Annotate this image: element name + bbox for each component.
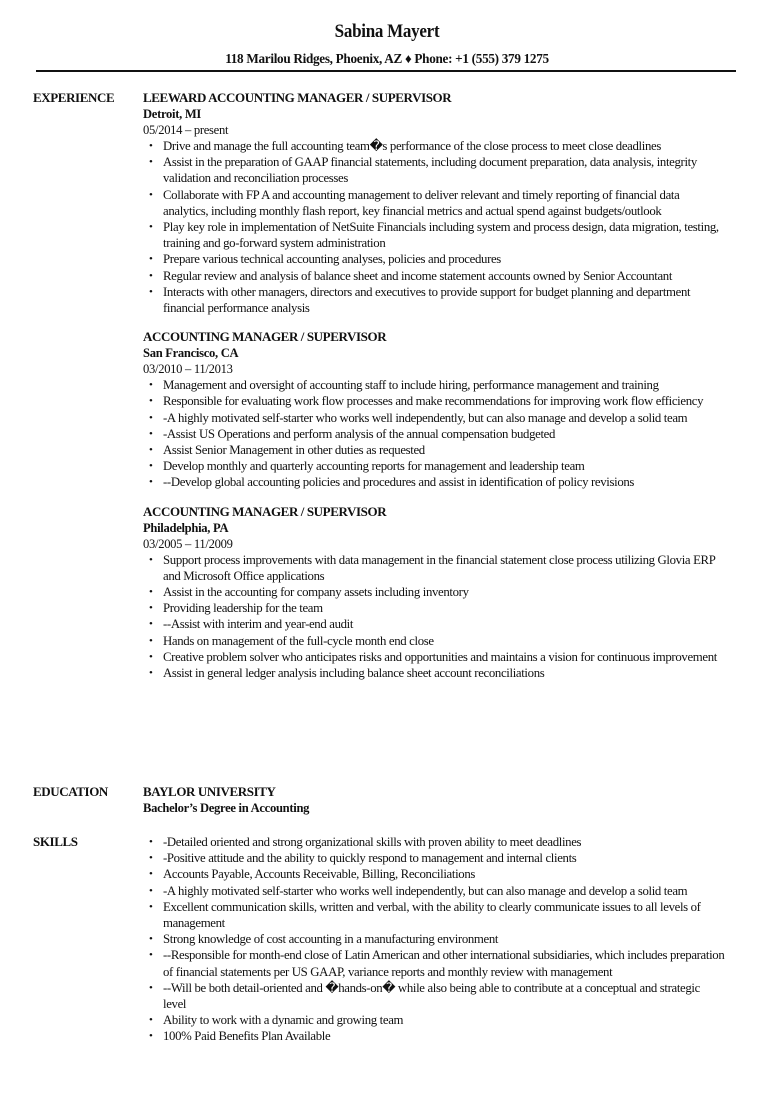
list-item: [149, 600, 743, 616]
bullet-icon: •: [149, 586, 153, 599]
list-item: [149, 584, 743, 600]
bullet-icon: •: [149, 553, 153, 566]
bullet-icon: •: [149, 618, 153, 631]
list-item: [149, 1028, 743, 1044]
job-entry: [143, 329, 743, 490]
bullet-icon: •: [149, 221, 153, 234]
list-item: [149, 834, 743, 850]
list-item: [149, 393, 743, 409]
degree: Bachelor’s Degree in Accounting: [143, 801, 310, 815]
bullet-text: Providing leadership for the team: [163, 601, 323, 616]
bullet-text: Assist in general ledger analysis including balance sheet account reconciliations: [163, 666, 545, 681]
skill-text: 100% Paid Benefits Plan Available: [163, 1029, 331, 1044]
bullet-icon: •: [149, 1014, 153, 1027]
bullet-icon: •: [149, 411, 153, 424]
list-item: [149, 251, 743, 267]
bullet-icon: •: [149, 285, 153, 298]
job-entry: [143, 90, 743, 316]
job-location: San Francisco, CA: [143, 346, 239, 361]
skill-text: Strong knowledge of cost accounting in a manufacturing environment: [163, 932, 499, 947]
school-name: BAYLOR UNIVERSITY: [143, 784, 276, 799]
list-item: [149, 426, 743, 442]
skill-text: --Responsible for month-end close of Latin American and other international subsidiaries, which includes preparation of financial statements per US GAAP, variance reports and monthly review with management: [163, 948, 725, 979]
bullet-icon: •: [149, 667, 153, 680]
bullet-icon: •: [149, 852, 153, 865]
job-location: Philadelphia, PA: [143, 520, 229, 535]
bullet-icon: •: [149, 884, 153, 897]
job-title: LEEWARD ACCOUNTING MANAGER / SUPERVISOR: [143, 90, 452, 105]
list-item: [149, 154, 743, 186]
list-item: [149, 1012, 743, 1028]
list-item: [149, 410, 743, 426]
bullet-icon: •: [149, 900, 153, 913]
list-item: [149, 268, 743, 284]
section-label-experience: EXPERIENCE: [33, 90, 115, 105]
bullet-icon: •: [149, 379, 153, 392]
bullet-icon: •: [149, 1030, 153, 1043]
skills-list: [143, 834, 743, 1045]
bullet-icon: •: [149, 981, 153, 994]
skills-body: [143, 834, 743, 1045]
job-dates: 03/2010 – 11/2013: [143, 362, 233, 377]
bullet-icon: •: [149, 253, 153, 266]
bullet-text: Assist in the accounting for company assets including inventory: [163, 585, 469, 600]
list-item: [149, 947, 743, 979]
skill-text: -Detailed oriented and strong organizational skills with proven ability to meet deadlines: [163, 835, 582, 849]
list-item: [149, 474, 743, 490]
education-body: [143, 784, 743, 816]
bullet-text: Develop monthly and quarterly accounting reports for management and leadership team: [163, 459, 585, 474]
list-item: [149, 284, 743, 316]
list-item: [149, 649, 743, 665]
job-title: ACCOUNTING MANAGER / SUPERVISOR: [143, 329, 387, 345]
bullet-icon: •: [149, 933, 153, 946]
bullet-text: Collaborate with FP A and accounting management to deliver relevant and timely reporting of financial data analytics, including monthly flash report, key financial metrics and actual spend against budgets/outlook: [163, 187, 680, 218]
bullet-icon: •: [149, 476, 153, 489]
bullet-text: Prepare various technical accounting analyses, policies and procedures: [163, 252, 501, 267]
bullet-text: Support process improvements with data management in the financial statement close process utilizing Glovia ERP and Microsoft Office applications: [163, 552, 716, 583]
list-item: [149, 850, 743, 866]
job-entry: [143, 504, 743, 682]
list-item: [149, 138, 743, 154]
list-item: [149, 442, 743, 458]
list-item: [149, 866, 743, 882]
skill-text: Excellent communication skills, written and verbal, with the ability to clearly communicate issues to all levels of management: [163, 899, 701, 931]
bullet-text: Assist in the preparation of GAAP financial statements, including document preparation, data analysis, integrity validation and reconciliation processes: [163, 155, 697, 186]
list-item: [149, 883, 743, 899]
list-item: [149, 899, 743, 931]
bullet-text: -Assist US Operations and perform analysis of the annual compensation budgeted: [163, 426, 556, 441]
bullet-text: Interacts with other managers, directors and executives to provide support for budget planning and department financial performance analysis: [163, 284, 691, 316]
bullet-icon: •: [149, 634, 153, 647]
bullet-text: --Develop global accounting policies and procedures and assist in identification of policy revisions: [163, 475, 635, 490]
skill-text: -Positive attitude and the ability to quickly respond to management and internal clients: [163, 851, 577, 866]
list-item: [149, 187, 743, 219]
bullet-icon: •: [149, 269, 153, 282]
list-item: [149, 552, 743, 584]
list-item: [149, 931, 743, 947]
job-dates: 03/2005 – 11/2009: [143, 536, 233, 551]
bullet-icon: •: [149, 836, 153, 848]
bullet-text: -A highly motivated self-starter who works well independently, but can also manage and develop a solid team: [163, 410, 688, 425]
job-bullets: [143, 138, 743, 316]
job-bullets: [143, 552, 743, 682]
skill-text: Ability to work with a dynamic and growing team: [163, 1013, 404, 1028]
list-item: [149, 665, 743, 681]
bullet-text: Regular review and analysis of balance sheet and income statement accounts owned by Senior Accountant: [163, 268, 673, 283]
bullet-icon: •: [149, 444, 153, 457]
bullet-icon: •: [149, 460, 153, 473]
experience-body: [143, 90, 743, 694]
candidate-name: Sabina Mayert: [334, 22, 440, 42]
bullet-text: Drive and manage the full accounting team�s performance of the close process to meet close deadlines: [163, 139, 661, 153]
header-divider: [36, 70, 736, 72]
bullet-icon: •: [149, 602, 153, 615]
bullet-icon: •: [149, 395, 153, 408]
bullet-text: --Assist with interim and year-end audit: [163, 617, 354, 632]
skill-text: -A highly motivated self-starter who works well independently, but can also manage and develop a solid team: [163, 883, 688, 898]
job-bullets: [143, 377, 743, 490]
bullet-icon: •: [149, 140, 153, 152]
list-item: [149, 633, 743, 649]
bullet-text: Hands on management of the full-cycle month end close: [163, 633, 434, 648]
section-label-education: EDUCATION: [33, 784, 108, 799]
list-item: [149, 377, 743, 393]
bullet-icon: •: [149, 188, 153, 201]
bullet-icon: •: [149, 427, 153, 440]
list-item: [149, 219, 743, 251]
bullet-text: Creative problem solver who anticipates risks and opportunities and maintains a vision for continuous improvement: [163, 649, 717, 664]
job-dates: 05/2014 – present: [143, 123, 229, 137]
list-item: [149, 458, 743, 474]
bullet-text: Management and oversight of accounting staff to include hiring, performance management and training: [163, 378, 659, 393]
contact-line: 118 Marilou Ridges, Phoenix, AZ ♦ Phone: +1 (555) 379 1275: [225, 51, 549, 66]
bullet-icon: •: [149, 949, 153, 962]
bullet-icon: •: [149, 868, 153, 881]
list-item: [149, 980, 743, 1012]
bullet-text: Responsible for evaluating work flow processes and make recommendations for improving work flow efficiency: [163, 394, 704, 409]
section-label-skills: SKILLS: [33, 834, 78, 849]
bullet-text: Assist Senior Management in other duties as requested: [163, 443, 425, 458]
skill-text: Accounts Payable, Accounts Receivable, Billing, Reconciliations: [163, 867, 476, 882]
skill-text: --Will be both detail-oriented and �hands-on� while also being able to contribute at a conceptual and strategic level: [163, 980, 700, 1012]
bullet-icon: •: [149, 156, 153, 169]
list-item: [149, 616, 743, 632]
bullet-text: Play key role in implementation of NetSuite Financials including system and process design, data migration, testing, training and go-forward system administration: [163, 220, 719, 251]
bullet-icon: •: [149, 650, 153, 663]
job-title: ACCOUNTING MANAGER / SUPERVISOR: [143, 503, 387, 519]
job-location: Detroit, MI: [143, 107, 202, 121]
